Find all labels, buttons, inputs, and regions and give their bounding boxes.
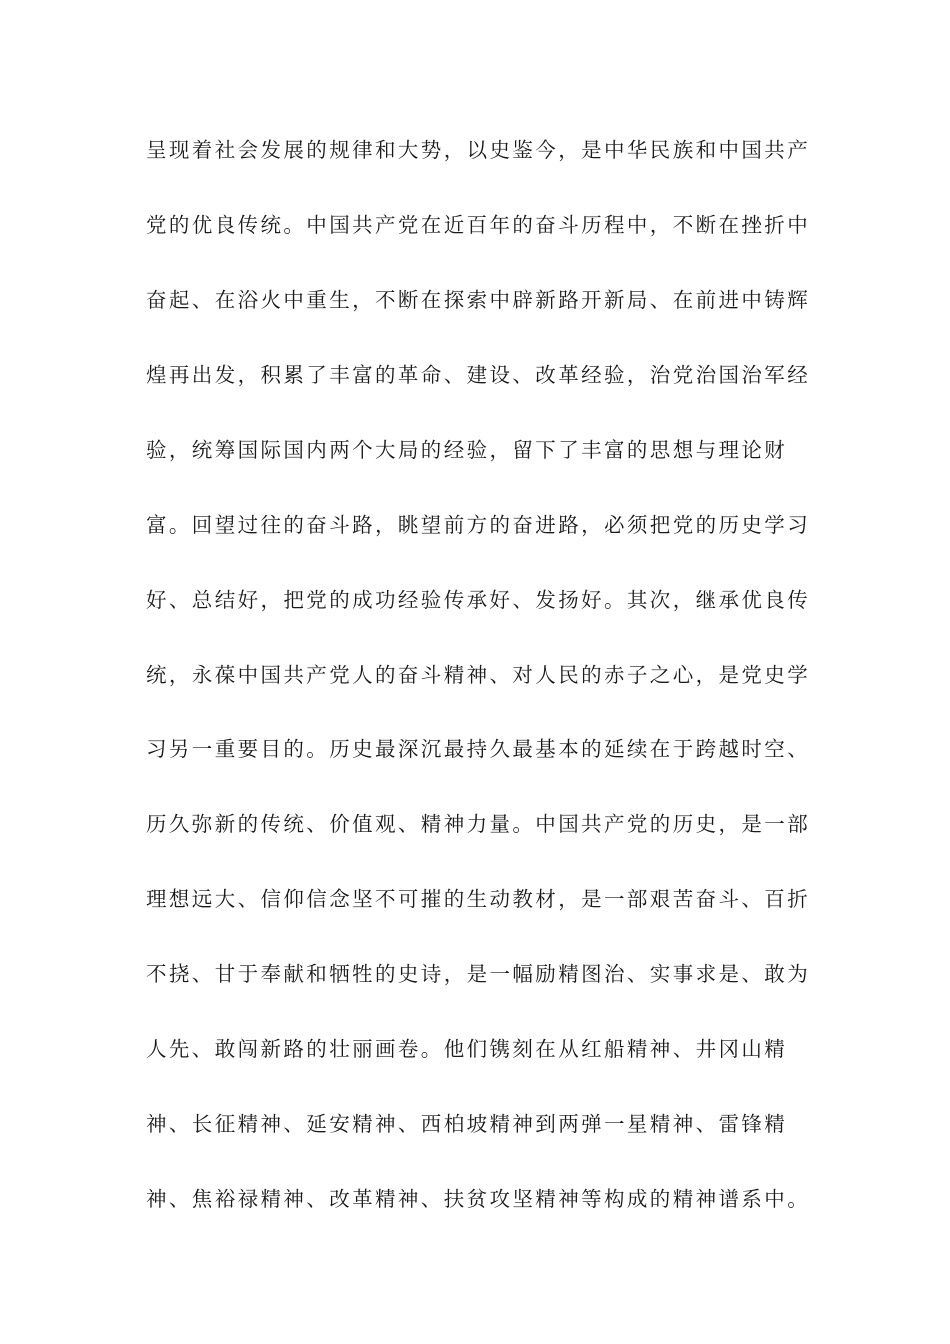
- text-line: 统，永葆中国共产党人的奋斗精神、对人民的赤子之心，是党史学: [146, 663, 811, 687]
- text-line: 不挠、甘于奉献和牺牲的史诗，是一幅励精图治、实事求是、敢为: [146, 962, 811, 986]
- text-line: 神、长征精神、延安精神、西柏坡精神到两弹一星精神、雷锋精: [146, 1112, 788, 1136]
- text-line: 神、焦裕禄精神、改革精神、扶贫攻坚精神等构成的精神谱系中。: [146, 1187, 811, 1211]
- text-line: 好、总结好，把党的成功经验传承好、发扬好。其次，继承优良传: [146, 588, 811, 612]
- text-line: 富。回望过往的奋斗路，眺望前方的奋进路，必须把党的历史学习: [146, 513, 811, 537]
- text-line: 习另一重要目的。历史最深沉最持久最基本的延续在于跨越时空、: [146, 737, 811, 761]
- text-line: 党的优良传统。中国共产党在近百年的奋斗历程中，不断在挫折中: [146, 213, 811, 237]
- text-line: 人先、敢闯新路的壮丽画卷。他们镌刻在从红船精神、井冈山精: [146, 1037, 788, 1061]
- text-line: 理想远大、信仰信念坚不可摧的生动教材，是一部艰苦奋斗、百折: [146, 887, 811, 911]
- text-line: 验，统筹国际国内两个大局的经验，留下了丰富的思想与理论财: [146, 438, 788, 462]
- text-line: 煌再出发，积累了丰富的革命、建设、改革经验，治党治国治军经: [146, 363, 811, 387]
- text-line: 呈现着社会发展的规律和大势，以史鉴今，是中华民族和中国共产: [146, 138, 811, 162]
- text-line: 奋起、在浴火中重生，不断在探索中辟新路开新局、在前进中铸辉: [146, 288, 811, 312]
- text-line: 历久弥新的传统、价值观、精神力量。中国共产党的历史，是一部: [146, 812, 811, 836]
